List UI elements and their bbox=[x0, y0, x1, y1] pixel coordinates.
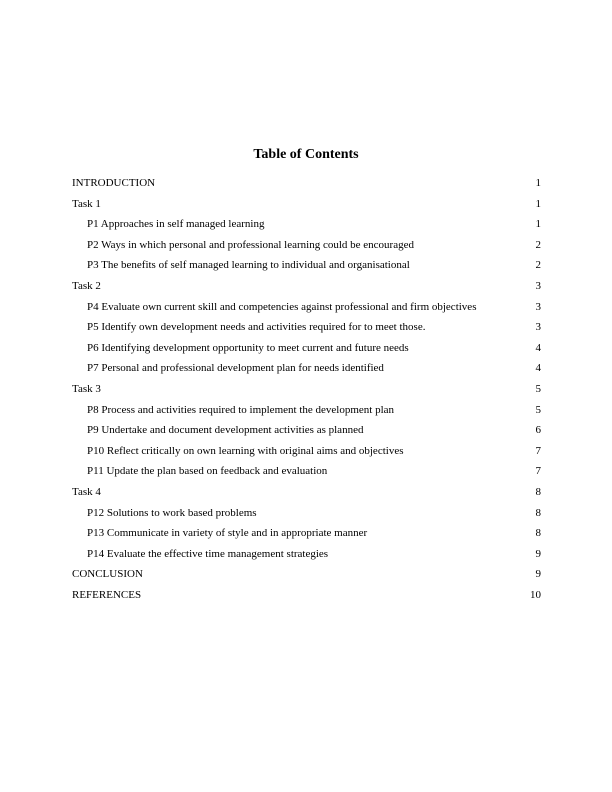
toc-page-number: 2 bbox=[535, 259, 541, 272]
toc-page-number: 9 bbox=[535, 568, 541, 581]
toc-page-number: 1 bbox=[535, 197, 541, 210]
toc-page-number: 5 bbox=[535, 403, 541, 416]
toc-entry-label: P7 Personal and professional development plan for needs identified bbox=[87, 362, 384, 375]
toc-page-number: 4 bbox=[535, 362, 541, 375]
toc-page-number: 3 bbox=[535, 279, 541, 292]
toc-entry-label: Task 4 bbox=[72, 485, 101, 498]
toc-entry-label: P2 Ways in which personal and professional learning could be encouraged bbox=[87, 238, 414, 251]
toc-entry-label: Task 3 bbox=[72, 382, 101, 395]
toc-page-number: 2 bbox=[535, 238, 541, 251]
toc-entry-p2[interactable] bbox=[72, 237, 541, 258]
toc-entry-p5[interactable] bbox=[72, 319, 541, 340]
toc-page-number: 1 bbox=[535, 177, 541, 189]
toc-entry-label: P6 Identifying development opportunity to meet current and future needs bbox=[87, 341, 409, 354]
toc-entry-label: Task 1 bbox=[72, 197, 101, 210]
toc-entry-p12[interactable] bbox=[72, 505, 541, 526]
toc-entry-label: P14 Evaluate the effective time management strategies bbox=[87, 547, 329, 560]
toc-entry-label: P4 Evaluate own current skill and competencies against professional and firm objectives bbox=[87, 300, 477, 313]
toc-entry-task-3[interactable] bbox=[72, 381, 541, 402]
toc-entry-references[interactable] bbox=[72, 587, 541, 608]
toc-page-number: 8 bbox=[535, 485, 541, 498]
toc-page-number: 4 bbox=[535, 341, 541, 354]
toc-entry-label: Task 2 bbox=[72, 279, 101, 292]
toc-entry-p1[interactable] bbox=[72, 216, 541, 237]
toc-page-number: 7 bbox=[535, 444, 541, 457]
toc-entry-p13[interactable] bbox=[72, 525, 541, 546]
toc-entry-label: P1 Approaches in self managed learning bbox=[87, 218, 265, 231]
toc-entry-conclusion[interactable] bbox=[72, 566, 541, 587]
toc-page-number: 1 bbox=[535, 218, 541, 231]
toc-page-number: 3 bbox=[535, 300, 541, 313]
toc-entry-p10[interactable] bbox=[72, 443, 541, 464]
toc-entry-task-2[interactable] bbox=[72, 278, 541, 299]
toc-entry-label: P8 Process and activities required to implement the development plan bbox=[87, 403, 395, 416]
toc-page-number: 7 bbox=[535, 465, 541, 478]
toc-entry-p7[interactable] bbox=[72, 360, 541, 381]
toc-entry-p3[interactable] bbox=[72, 257, 541, 278]
toc-entry-p8[interactable] bbox=[72, 402, 541, 423]
toc-entry-task-1[interactable] bbox=[72, 196, 541, 217]
toc-page-number: 8 bbox=[535, 506, 541, 519]
toc-entry-label: P13 Communicate in variety of style and in appropriate manner bbox=[87, 527, 368, 540]
toc-title: Table of Contents bbox=[253, 147, 359, 162]
toc-entry-label: P12 Solutions to work based problems bbox=[87, 506, 257, 519]
toc-entry-p4[interactable] bbox=[72, 299, 541, 320]
toc-entry-label: P3 The benefits of self managed learning to individual and organisational bbox=[87, 259, 410, 272]
toc-entry-p11[interactable] bbox=[72, 463, 541, 484]
toc-page-number: 6 bbox=[535, 424, 541, 437]
toc-entry-introduction[interactable] bbox=[72, 175, 541, 196]
table-of-contents bbox=[72, 175, 541, 607]
toc-page-number: 8 bbox=[535, 527, 541, 540]
toc-entry-p6[interactable] bbox=[72, 340, 541, 361]
toc-entry-label: INTRODUCTION bbox=[72, 177, 156, 189]
toc-page-number: 3 bbox=[535, 321, 541, 334]
toc-entry-label: P5 Identify own development needs and activities required for to meet those. bbox=[87, 321, 426, 334]
toc-entry-p9[interactable] bbox=[72, 422, 541, 443]
toc-entry-label: P11 Update the plan based on feedback and evaluation bbox=[87, 465, 328, 478]
toc-page-number: 5 bbox=[535, 382, 541, 395]
toc-entry-label: P9 Undertake and document development activities as planned bbox=[87, 424, 364, 437]
toc-page-number: 10 bbox=[530, 588, 541, 601]
toc-entry-p14[interactable] bbox=[72, 546, 541, 567]
toc-entry-label: P10 Reflect critically on own learning with original aims and objectives bbox=[87, 444, 404, 457]
toc-entry-task-4[interactable] bbox=[72, 484, 541, 505]
toc-entry-label: REFERENCES bbox=[72, 588, 142, 601]
toc-page-number: 9 bbox=[535, 547, 541, 560]
toc-entry-label: CONCLUSION bbox=[72, 568, 143, 581]
